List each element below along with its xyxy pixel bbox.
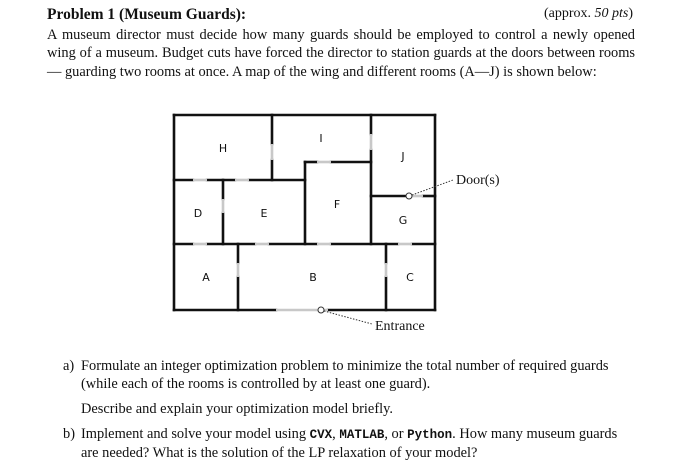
room-label-j: J xyxy=(401,150,405,163)
question-b-text xyxy=(81,425,638,462)
question-a xyxy=(63,357,638,393)
question-a-followup-text: Describe and explain your optimization model briefly. xyxy=(81,401,393,417)
room-label-f: F xyxy=(333,198,341,211)
question-a-marker: a) xyxy=(63,358,75,374)
room-label-c: C xyxy=(406,271,414,284)
tool-python: Python xyxy=(407,428,453,442)
entrance-marker xyxy=(318,307,324,313)
room-label-g: G xyxy=(398,214,408,227)
room-label-a: A xyxy=(202,271,210,284)
question-b xyxy=(63,425,638,462)
room-label-d: D xyxy=(193,207,203,220)
problem-title: Problem 1 (Museum Guards): xyxy=(47,6,247,23)
room-label-e: E xyxy=(260,207,268,220)
door-leader-line xyxy=(412,180,453,195)
entrance-leader-line xyxy=(324,311,372,324)
tool-cvx: CVX xyxy=(309,428,333,442)
question-b-marker: b) xyxy=(63,426,75,442)
problem-intro: A museum director must decide how many guards should be employed to control a newly opened wing of a museum. Budget cuts have forced the director to station guards at the doors between rooms — guarding two rooms at once. A map of the wing and different rooms (A—J) is shown below: xyxy=(47,27,635,80)
door-marker xyxy=(406,193,412,199)
question-a-followup xyxy=(63,400,638,418)
points-prefix: (approx. xyxy=(543,6,595,21)
doors xyxy=(193,134,423,310)
question-b-text-1: Implement and solve your model using xyxy=(81,426,310,442)
points-suffix: ) xyxy=(628,6,633,21)
entrance-label: Entrance xyxy=(375,319,425,334)
question-b-sep-1: , xyxy=(332,426,340,442)
question-b-text-2: . How many museum guards are needed? What is the solution of the LP relaxation of your model? xyxy=(81,426,618,461)
walls xyxy=(174,115,435,310)
room-label-h: H xyxy=(218,142,228,155)
points-value: 50 pts xyxy=(594,6,629,21)
door-label: Door(s) xyxy=(456,173,500,188)
tool-matlab: MATLAB xyxy=(339,428,385,442)
question-a-text: Formulate an integer optimization problem to minimize the total number of required guards (while each of the rooms is controlled by at least one guard). xyxy=(81,358,609,392)
room-label-i: I xyxy=(319,132,323,145)
room-label-b: B xyxy=(309,271,317,284)
question-b-sep-2: , or xyxy=(384,426,408,442)
